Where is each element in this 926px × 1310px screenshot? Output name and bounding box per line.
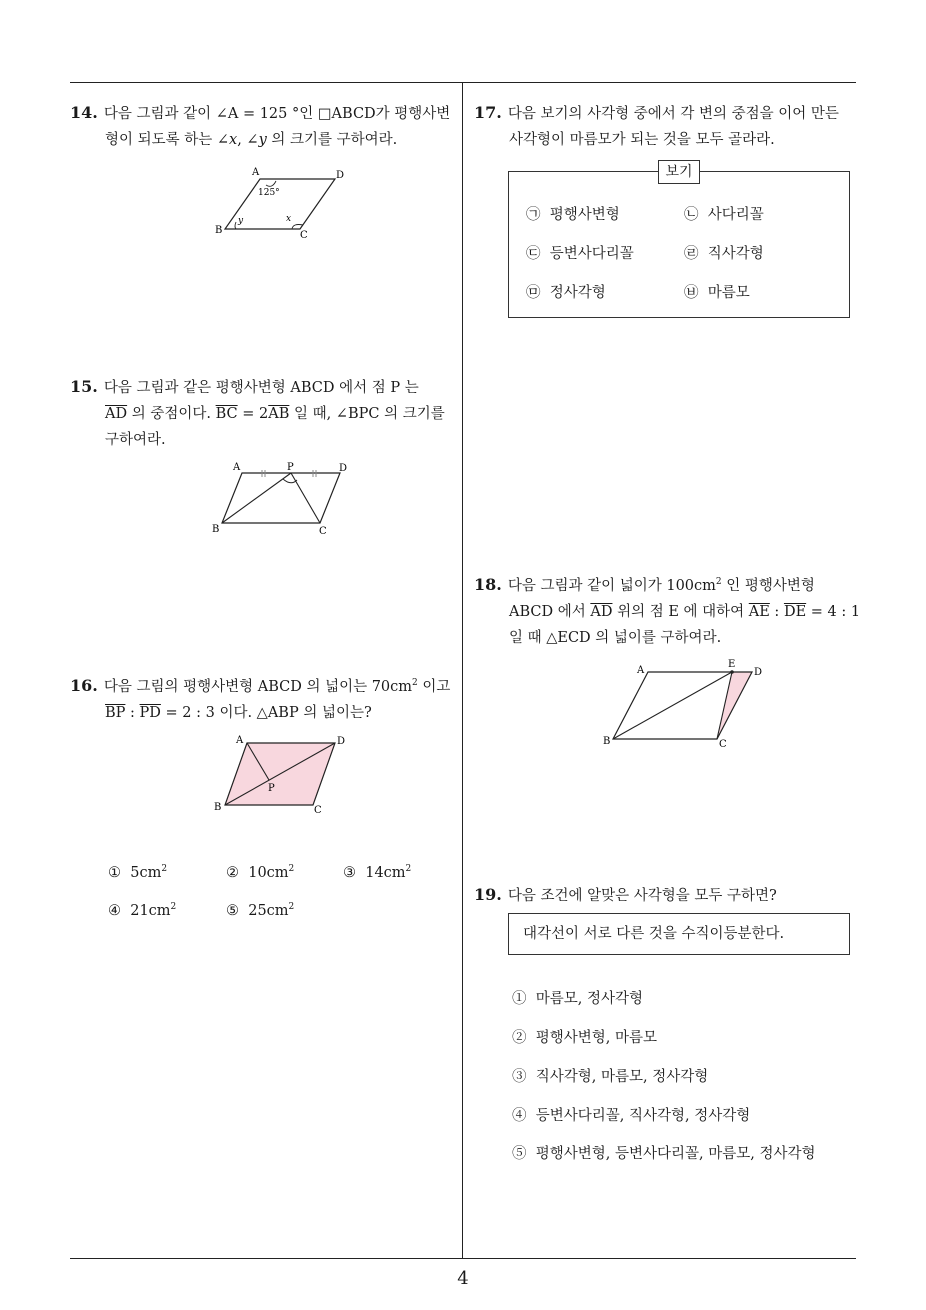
bottom-rule [70,1258,856,1259]
label-b: B [603,736,611,747]
bogi-title: 보기 [658,160,700,184]
question-number: 17. [474,103,502,122]
q19-option-1[interactable]: ① 마름모, 정사각형 [512,991,643,1007]
bogi-item-1: ㉠ 평행사변형 [526,207,620,223]
label-d: D [754,667,763,678]
bogi-item-6: ㉥ 마름모 [684,285,750,301]
q16-option-5[interactable]: ⑤ $25cm^2$ [226,902,295,919]
label-b: B [212,524,220,535]
angle-a-arc [266,181,276,186]
question-18: 18. 다음 그림과 같이 넓이가 $100cm^2$ 인 평행사변형 ABCD 에서 $\overline{AD}$ 위의 점 E 에 대하여 $\overline{AE}$ : $\overline{DE} = 4$ : 1 일 때 △ECD 의 넓이를 구하여라. [474,574,861,646]
question-17: 17. 다음 보기의 사각형 중에서 각 변의 중점을 이어 만든 사각형이 마름모가 되는 것을 모두 골라라. [474,103,839,148]
condition-box: 대각선이 서로 다른 것을 수직이등분한다. [508,913,850,955]
angle-y-label: y [238,216,244,226]
label-c: C [719,739,727,750]
q16-option-2[interactable]: ② $10cm^2$ [226,864,295,881]
q16-option-3[interactable]: ③ $14cm^2$ [343,864,412,881]
label-c: C [314,805,322,816]
question-14: 14. 다음 그림과 같이 ∠A = 125 °인 □ABCD가 평행사변 형이 되도록 하는 ∠x, ∠y 의 크기를 구하여라. [70,103,451,148]
segment-pc [291,473,320,523]
bogi-item-3: ㉢ 등변사다리꼴 [526,246,634,262]
label-b: B [215,225,223,236]
q16-option-4[interactable]: ④ $21cm^2$ [108,902,177,919]
q19-option-4[interactable]: ④ 등변사다리꼴, 직사각형, 정사각형 [512,1108,751,1124]
q19-option-3[interactable]: ③ 직사각형, 마름모, 정사각형 [512,1069,709,1085]
angle-y-arc [235,222,236,229]
column-divider [462,82,463,1259]
page-number: 4 [457,1268,469,1289]
question-number: 14. [70,103,98,122]
label-a: A [233,462,241,473]
label-c: C [319,526,327,537]
q16-option-1[interactable]: ① $5cm^2$ [108,864,168,881]
label-a: A [637,665,645,676]
label-d: D [336,170,345,181]
parallelogram-figure-14 [210,165,350,240]
question-number: 18. [474,574,502,594]
question-number: 15. [70,377,98,396]
question-number: 16. [70,675,98,695]
question-16: 16. 다음 그림의 평행사변형 ABCD 의 넓이는 $70cm^2$ 이고 $\overline{BP}$ : $\overline{PD} = 2$ : 3 이다. △ABP 의 넓이는? [70,675,451,721]
label-c: C [300,230,308,241]
angle-x-label: x [286,214,292,224]
label-d: D [339,463,348,474]
label-p: P [287,462,294,473]
q19-option-5[interactable]: ⑤ 평행사변형, 등변사다리꼴, 마름모, 정사각형 [512,1146,816,1162]
top-rule [70,82,856,83]
label-p: P [268,783,275,794]
bogi-item-2: ㉡ 사다리꼴 [684,207,764,223]
question-number: 19. [474,885,502,904]
question-15: 15. 다음 그림과 같은 평행사변형 ABCD 에서 점 P 는 $\overline{AD}$ 의 중점이다. $\overline{BC} = 2\overline{AB}$ 일 때, ∠BPC 의 크기를 구하여라. [70,377,445,448]
label-a: A [236,735,244,746]
angle-125-label: 125° [258,188,280,198]
parallelogram-figure-16 [210,733,360,818]
question-19: 19. 다음 조건에 알맞은 사각형을 모두 구하면? [474,885,777,904]
q19-option-2[interactable]: ② 평행사변형, 마름모 [512,1030,657,1046]
parallelogram-figure-15 [205,460,365,540]
label-e: E [728,659,736,670]
label-b: B [214,802,222,813]
parallelogram-figure-18 [600,657,770,752]
label-a: A [252,167,260,178]
label-d: D [337,736,346,747]
point-e [730,670,734,674]
bogi-item-4: ㉣ 직사각형 [684,246,764,262]
bogi-item-5: ㉤ 정사각형 [526,285,606,301]
